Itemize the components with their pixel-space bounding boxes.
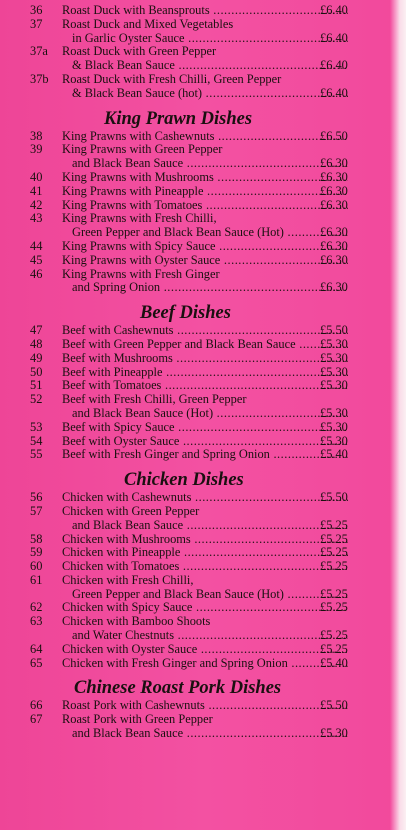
menu-section	[0, 299, 406, 462]
menu-item-line	[0, 727, 406, 741]
menu-item	[0, 491, 406, 505]
menu-item-line	[0, 713, 406, 727]
item-name-text: Beef with Fresh Ginger and Spring Onion	[62, 448, 270, 462]
menu-item	[0, 601, 406, 615]
item-name-text: King Prawns with Green Pepper	[62, 143, 223, 157]
menu-item-line	[0, 18, 406, 32]
item-name	[62, 379, 348, 393]
menu-item	[0, 699, 406, 713]
item-name-text: King Prawns with Tomatoes	[62, 198, 203, 212]
menu-item-line	[0, 435, 406, 449]
item-number: 67	[30, 712, 43, 727]
item-name	[72, 588, 348, 602]
menu-item	[0, 240, 406, 254]
item-name-text: King Prawns with Mushrooms	[62, 170, 214, 184]
item-name	[62, 73, 348, 87]
menu-item-line	[0, 268, 406, 282]
item-name-text: & Black Bean Sauce (hot)	[72, 86, 203, 100]
menu-item-line	[0, 615, 406, 629]
menu-item	[0, 505, 406, 533]
item-name-text: and Spring Onion	[72, 281, 161, 295]
item-price: £6.30	[320, 238, 348, 253]
item-name	[72, 407, 348, 421]
menu-item	[0, 713, 406, 741]
item-name	[62, 560, 348, 574]
item-price: £5.50	[320, 490, 348, 505]
menu-item	[0, 657, 406, 671]
menu-section	[0, 4, 406, 101]
item-name-text: King Prawns with Pineapple	[62, 184, 204, 198]
item-name	[62, 352, 348, 366]
section-heading	[0, 105, 406, 130]
menu-item	[0, 171, 406, 185]
item-name-text: Chicken with Fresh Ginger and Spring Onion	[62, 656, 288, 670]
menu-item	[0, 546, 406, 560]
item-price: £6.40	[320, 30, 348, 45]
item-number: 60	[30, 559, 43, 574]
menu-item-line	[0, 643, 406, 657]
menu-item	[0, 393, 406, 421]
item-name-text: Beef with Oyster Sauce	[62, 434, 180, 448]
item-number: 42	[30, 197, 43, 212]
item-name	[62, 491, 348, 505]
item-number: 63	[30, 614, 43, 629]
item-name	[62, 366, 348, 380]
item-name	[62, 212, 348, 226]
item-price: £6.30	[320, 169, 348, 184]
item-name-text: Chicken with Tomatoes	[62, 560, 180, 574]
item-name	[62, 130, 348, 144]
section-heading-text: King Prawn Dishes	[104, 108, 253, 129]
item-name-text: Chicken with Fresh Chilli,	[62, 573, 194, 587]
item-name-text: in Garlic Oyster Sauce	[72, 31, 185, 45]
item-name	[62, 699, 348, 713]
item-name-text: Beef with Fresh Chilli, Green Pepper	[62, 393, 247, 407]
menu-item-line	[0, 338, 406, 352]
menu-item-line	[0, 4, 406, 18]
item-name-text: King Prawns with Fresh Ginger	[62, 267, 220, 281]
menu-item-line	[0, 157, 406, 171]
menu-item-line	[0, 601, 406, 615]
item-price: £5.30	[320, 336, 348, 351]
item-number: 59	[30, 545, 43, 560]
menu-list	[0, 4, 406, 741]
item-name-text: King Prawns with Cashewnuts	[62, 129, 215, 143]
menu-item-line	[0, 588, 406, 602]
item-name	[72, 629, 348, 643]
item-number: 65	[30, 655, 43, 670]
item-number: 55	[30, 447, 43, 462]
menu-item-line	[0, 324, 406, 338]
item-number: 41	[30, 183, 43, 198]
item-price: £6.50	[320, 128, 348, 143]
item-name	[62, 199, 348, 213]
item-price: £5.30	[320, 378, 348, 393]
menu-item-line	[0, 199, 406, 213]
item-name	[62, 657, 348, 671]
item-name-text: Beef with Mushrooms	[62, 351, 173, 365]
item-name-text: Roast Duck and Mixed Vegetables	[62, 17, 234, 31]
item-name	[72, 226, 348, 240]
item-name	[62, 421, 348, 435]
item-price: £6.30	[320, 156, 348, 171]
item-number: 46	[30, 266, 43, 281]
item-number: 66	[30, 698, 43, 713]
item-name-text: Green Pepper and Black Bean Sauce (Hot)	[72, 226, 284, 240]
item-name	[62, 324, 348, 338]
item-name-text: Beef with Spicy Sauce	[62, 420, 175, 434]
item-number: 43	[30, 211, 43, 226]
menu-item-line	[0, 59, 406, 73]
menu-item-line	[0, 87, 406, 101]
item-name	[62, 643, 348, 657]
item-number: 50	[30, 364, 43, 379]
item-name	[62, 143, 348, 157]
item-name-text: Roast Duck with Green Pepper	[62, 45, 217, 59]
item-name-text: King Prawns with Oyster Sauce	[62, 253, 221, 267]
item-name	[62, 393, 348, 407]
section-heading	[0, 674, 406, 699]
item-name-text: Roast Pork with Green Pepper	[62, 713, 213, 727]
item-number: 56	[30, 490, 43, 505]
menu-item	[0, 143, 406, 171]
menu-item-line	[0, 699, 406, 713]
menu-item	[0, 18, 406, 46]
menu-item	[0, 560, 406, 574]
menu-item-line	[0, 519, 406, 533]
item-price: £5.25	[320, 545, 348, 560]
menu-item-line	[0, 574, 406, 588]
item-name	[62, 185, 348, 199]
menu-item-line	[0, 143, 406, 157]
item-name	[62, 601, 348, 615]
item-price: £5.40	[320, 447, 348, 462]
item-name-text: Chicken with Cashewnuts	[62, 491, 192, 505]
menu-item	[0, 615, 406, 643]
menu-item	[0, 366, 406, 380]
section-heading-text: Beef Dishes	[140, 303, 231, 324]
item-name-text: Roast Duck with Beansprouts	[62, 4, 210, 17]
item-number: 49	[30, 350, 43, 365]
item-name-text: Chicken with Pineapple	[62, 546, 181, 560]
menu-item-line	[0, 254, 406, 268]
item-name	[62, 268, 348, 282]
menu-item	[0, 379, 406, 393]
item-price: £6.40	[320, 3, 348, 17]
item-price: £5.25	[320, 600, 348, 615]
item-number: 36	[30, 3, 43, 17]
item-number: 62	[30, 600, 43, 615]
item-name	[72, 87, 348, 101]
item-number: 61	[30, 572, 43, 587]
menu-item-line	[0, 407, 406, 421]
item-name-text: Chicken with Spicy Sauce	[62, 601, 193, 615]
menu-item	[0, 324, 406, 338]
menu-item	[0, 254, 406, 268]
menu-section	[0, 466, 406, 670]
item-name-text: Beef with Green Pepper and Black Bean Sauce	[62, 337, 296, 351]
item-name	[72, 519, 348, 533]
item-number: 58	[30, 531, 43, 546]
item-number: 52	[30, 392, 43, 407]
section-heading-text: Chinese Roast Pork Dishes	[74, 678, 282, 699]
menu-item-line	[0, 421, 406, 435]
item-price: £6.30	[320, 183, 348, 198]
menu-item-line	[0, 546, 406, 560]
menu-item-line	[0, 657, 406, 671]
item-number: 39	[30, 142, 43, 157]
menu-item-line	[0, 171, 406, 185]
item-name	[62, 713, 348, 727]
item-name	[62, 45, 348, 59]
section-heading-text: Chicken Dishes	[124, 470, 244, 491]
item-number: 53	[30, 419, 43, 434]
section-heading	[0, 299, 406, 324]
menu-item-line	[0, 32, 406, 46]
item-price: £5.30	[320, 726, 348, 741]
menu-item-line	[0, 130, 406, 144]
item-number: 44	[30, 238, 43, 253]
item-price: £5.50	[320, 698, 348, 713]
menu-item-line	[0, 533, 406, 547]
menu-item	[0, 199, 406, 213]
menu-item	[0, 352, 406, 366]
item-price: £5.25	[320, 531, 348, 546]
menu-item-line	[0, 560, 406, 574]
item-name-text: Beef with Pineapple	[62, 365, 163, 379]
item-name-text: and Black Bean Sauce	[72, 518, 184, 532]
menu-item-line	[0, 281, 406, 295]
item-name	[62, 546, 348, 560]
item-name	[72, 32, 348, 46]
item-name	[62, 435, 348, 449]
item-name	[72, 157, 348, 171]
item-number: 37	[30, 16, 43, 31]
item-price: £5.30	[320, 364, 348, 379]
item-name	[62, 254, 348, 268]
item-price: £5.25	[320, 586, 348, 601]
item-name	[62, 505, 348, 519]
menu-item	[0, 73, 406, 101]
item-name	[62, 574, 348, 588]
menu-item-line	[0, 212, 406, 226]
item-price: £5.25	[320, 628, 348, 643]
item-name	[62, 338, 348, 352]
menu-item-line	[0, 379, 406, 393]
item-name-text: Green Pepper and Black Bean Sauce (Hot)	[72, 587, 284, 601]
menu-item	[0, 435, 406, 449]
item-number: 51	[30, 378, 43, 393]
item-name-text: and Black Bean Sauce	[72, 727, 184, 741]
item-name-text: Roast Pork with Cashewnuts	[62, 699, 205, 713]
item-name-text: Chicken with Mushrooms	[62, 532, 191, 546]
menu-item-line	[0, 505, 406, 519]
item-price: £6.30	[320, 252, 348, 267]
item-price: £6.30	[320, 225, 348, 240]
item-name-text: Chicken with Green Pepper	[62, 504, 200, 518]
item-number: 64	[30, 641, 43, 656]
item-name	[62, 533, 348, 547]
item-price: £5.30	[320, 433, 348, 448]
menu-section	[0, 674, 406, 740]
item-name-text: and Black Bean Sauce (Hot)	[72, 406, 214, 420]
item-price: £6.30	[320, 280, 348, 295]
item-name-text: Chicken with Oyster Sauce	[62, 642, 198, 656]
item-name-text: Chicken with Bamboo Shoots	[62, 615, 211, 629]
menu-item-line	[0, 226, 406, 240]
menu-item-line	[0, 45, 406, 59]
menu-item	[0, 45, 406, 73]
item-number: 38	[30, 128, 43, 143]
menu-item	[0, 533, 406, 547]
menu-item	[0, 185, 406, 199]
item-price: £5.50	[320, 323, 348, 338]
menu-item	[0, 448, 406, 462]
menu-item-line	[0, 393, 406, 407]
menu-item	[0, 4, 406, 18]
item-number: 57	[30, 503, 43, 518]
item-name-text: Beef with Tomatoes	[62, 379, 162, 393]
menu-item	[0, 421, 406, 435]
item-number: 48	[30, 336, 43, 351]
item-name-text: & Black Bean Sauce	[72, 59, 175, 73]
item-price: £5.25	[320, 517, 348, 532]
item-price: £5.25	[320, 559, 348, 574]
menu-item	[0, 212, 406, 240]
menu-item-line	[0, 366, 406, 380]
item-number: 37a	[30, 44, 48, 59]
item-price: £5.40	[320, 655, 348, 670]
menu-item-line	[0, 629, 406, 643]
menu-item	[0, 338, 406, 352]
item-number: 54	[30, 433, 43, 448]
item-price: £5.30	[320, 405, 348, 420]
item-name	[72, 727, 348, 741]
menu-item-line	[0, 73, 406, 87]
item-name	[62, 615, 348, 629]
item-name	[62, 171, 348, 185]
item-name	[62, 4, 348, 18]
item-number: 37b	[30, 71, 49, 86]
item-number: 45	[30, 252, 43, 267]
menu-item-line	[0, 352, 406, 366]
menu-item-line	[0, 491, 406, 505]
menu-item-line	[0, 240, 406, 254]
item-name	[62, 240, 348, 254]
item-name	[62, 448, 348, 462]
menu-item	[0, 130, 406, 144]
item-name-text: King Prawns with Spicy Sauce	[62, 239, 216, 253]
menu-item	[0, 643, 406, 657]
item-price: £5.30	[320, 350, 348, 365]
item-price: £6.30	[320, 197, 348, 212]
item-name-text: Beef with Cashewnuts	[62, 324, 174, 338]
section-heading	[0, 466, 406, 491]
item-price: £5.30	[320, 419, 348, 434]
item-name-text: King Prawns with Fresh Chilli,	[62, 212, 217, 226]
item-number: 47	[30, 323, 43, 338]
item-name	[72, 59, 348, 73]
item-name-text: and Black Bean Sauce	[72, 157, 184, 171]
item-price: £5.25	[320, 641, 348, 656]
item-name-text: Roast Duck with Fresh Chilli, Green Pepper	[62, 72, 282, 86]
item-number: 40	[30, 169, 43, 184]
menu-item-line	[0, 185, 406, 199]
item-name	[72, 281, 348, 295]
item-name-text: and Water Chestnuts	[72, 629, 175, 643]
item-price: £6.40	[320, 85, 348, 100]
item-price: £6.40	[320, 58, 348, 73]
menu-item	[0, 574, 406, 602]
menu-item-line	[0, 448, 406, 462]
menu-section	[0, 105, 406, 296]
item-name	[62, 18, 348, 32]
menu-item	[0, 268, 406, 296]
